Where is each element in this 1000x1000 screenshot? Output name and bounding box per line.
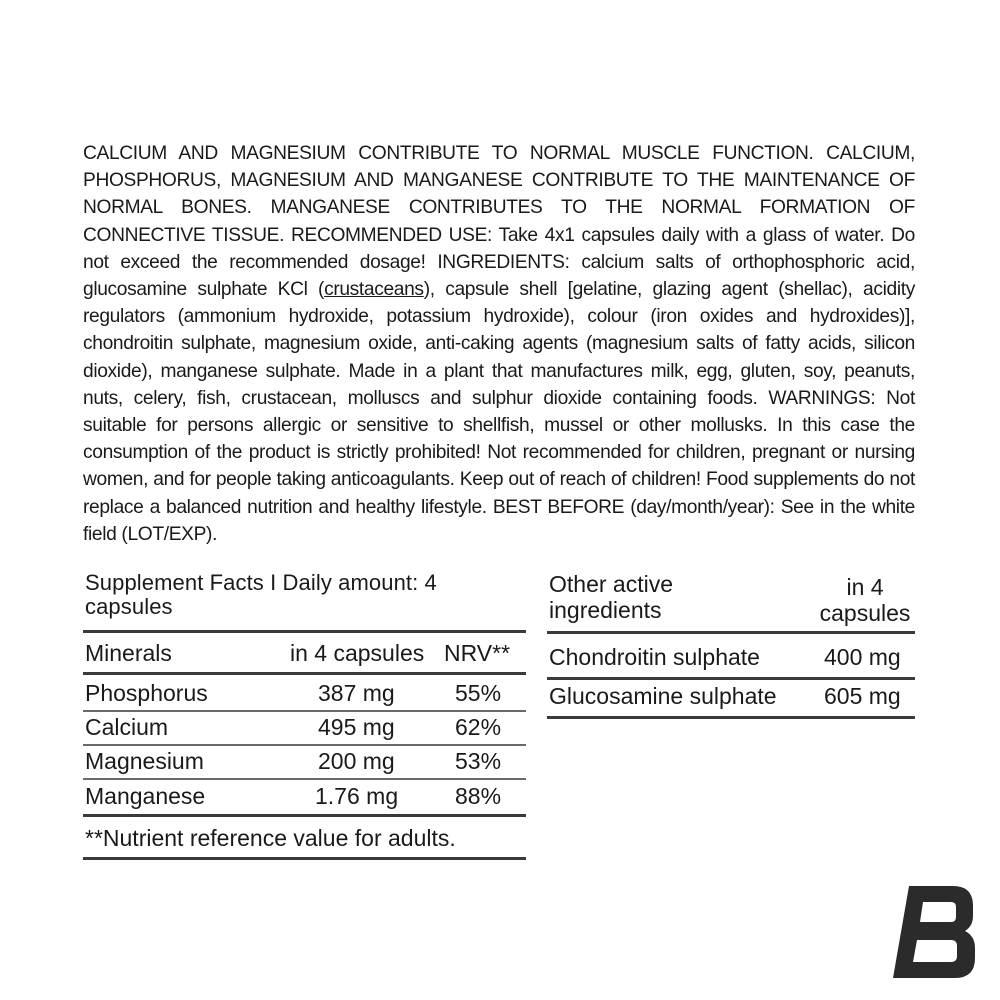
label-text — [83, 140, 915, 548]
ingredient-name: Chondroitin sulphate — [549, 644, 760, 670]
ingredient-name: Glucosamine sulphate — [549, 683, 777, 709]
header-nrv: NRV** — [444, 640, 511, 666]
mineral-amount: 200 mg — [318, 748, 395, 774]
supplement-facts-table — [83, 568, 526, 863]
table-rule — [83, 857, 526, 860]
nrv-footnote: **Nutrient reference value for adults. — [85, 825, 456, 851]
mineral-nrv: 62% — [455, 714, 502, 740]
mineral-amount: 1.76 mg — [315, 783, 399, 809]
mineral-nrv: 53% — [455, 748, 502, 774]
table-rule — [83, 710, 526, 712]
table-rule — [83, 630, 526, 633]
mineral-name: Magnesium — [85, 748, 204, 774]
header-in-4-capsules: in 4 capsules — [819, 574, 911, 626]
table-rule — [83, 778, 526, 780]
mineral-nrv: 55% — [455, 680, 502, 706]
supplement-facts-title: Supplement Facts I Daily amount: 4 capsules — [85, 570, 437, 619]
ingredient-amount: 605 mg — [824, 683, 901, 709]
table-rule — [547, 716, 915, 719]
label-text-part-2: ), capsule shell [gelatine, glazing agent (shellac), acidity regulators (ammonium hydroxide, potassium hydroxide), colour (iron oxides and hydroxides)], chondroitin sulphate, magnesium oxide, anti-caking agents (magnesium salts of fatty acids, silicon dioxide), manganese sulphate. Made in a plant that manufactures milk, egg, gluten, soy, peanuts, nuts, celery, fish, crustacean, molluscs and sulphur dioxide containing foods. WARNINGS: Not suitable for persons allergic or sensitive to shellfish, mussel or other mollusks. In this case the consumption of the product is strictly prohibited! Not recommended for children, pregnant or nursing women, and for people taking anticoagulants. Keep out of reach of children! Food supplements do not replace a balanced nutrition and healthy lifestyle. BEST BEFORE (day/month/year): See in the white field (LOT/EXP). — [83, 279, 915, 545]
table-rule — [83, 672, 526, 675]
header-other-active-ingredients: Other active ingredients — [549, 571, 673, 623]
label-text-part-1: CALCIUM AND MAGNESIUM CONTRIBUTE TO NORMAL MUSCLE FUNCTION. CALCIUM, PHOSPHORUS, MAGNESIUM AND MANGANESE CONTRIBUTE TO THE MAINTENANCE OF NORMAL BONES. MANGANESE CONTRIBUTES TO THE NORMAL FORMATION OF CONNECTIVE TISSUE. RECOMMENDED USE: Take 4x1 capsules daily with a glass of water. Do not exceed the recommended dosage! INGREDIENTS: calcium salts of orthophosphoric acid, glucosamine sulphate KCl ( — [83, 143, 915, 301]
mineral-name: Phosphorus — [85, 680, 208, 706]
ingredient-amount: 400 mg — [824, 644, 901, 670]
header-minerals: Minerals — [85, 640, 172, 666]
header-in-4-capsules: in 4 capsules — [290, 640, 425, 666]
brand-logo — [893, 886, 975, 978]
mineral-name: Calcium — [85, 714, 169, 740]
table-rule — [83, 814, 526, 817]
crustaceans-underlined: crustaceans — [324, 279, 424, 301]
mineral-name: Manganese — [85, 783, 206, 809]
table-rule — [547, 677, 915, 680]
mineral-nrv: 88% — [455, 783, 502, 809]
table-rule — [83, 744, 526, 746]
mineral-amount: 387 mg — [318, 680, 395, 706]
mineral-amount: 495 mg — [318, 714, 395, 740]
other-active-ingredients-table — [547, 568, 915, 728]
table-rule — [547, 631, 915, 634]
